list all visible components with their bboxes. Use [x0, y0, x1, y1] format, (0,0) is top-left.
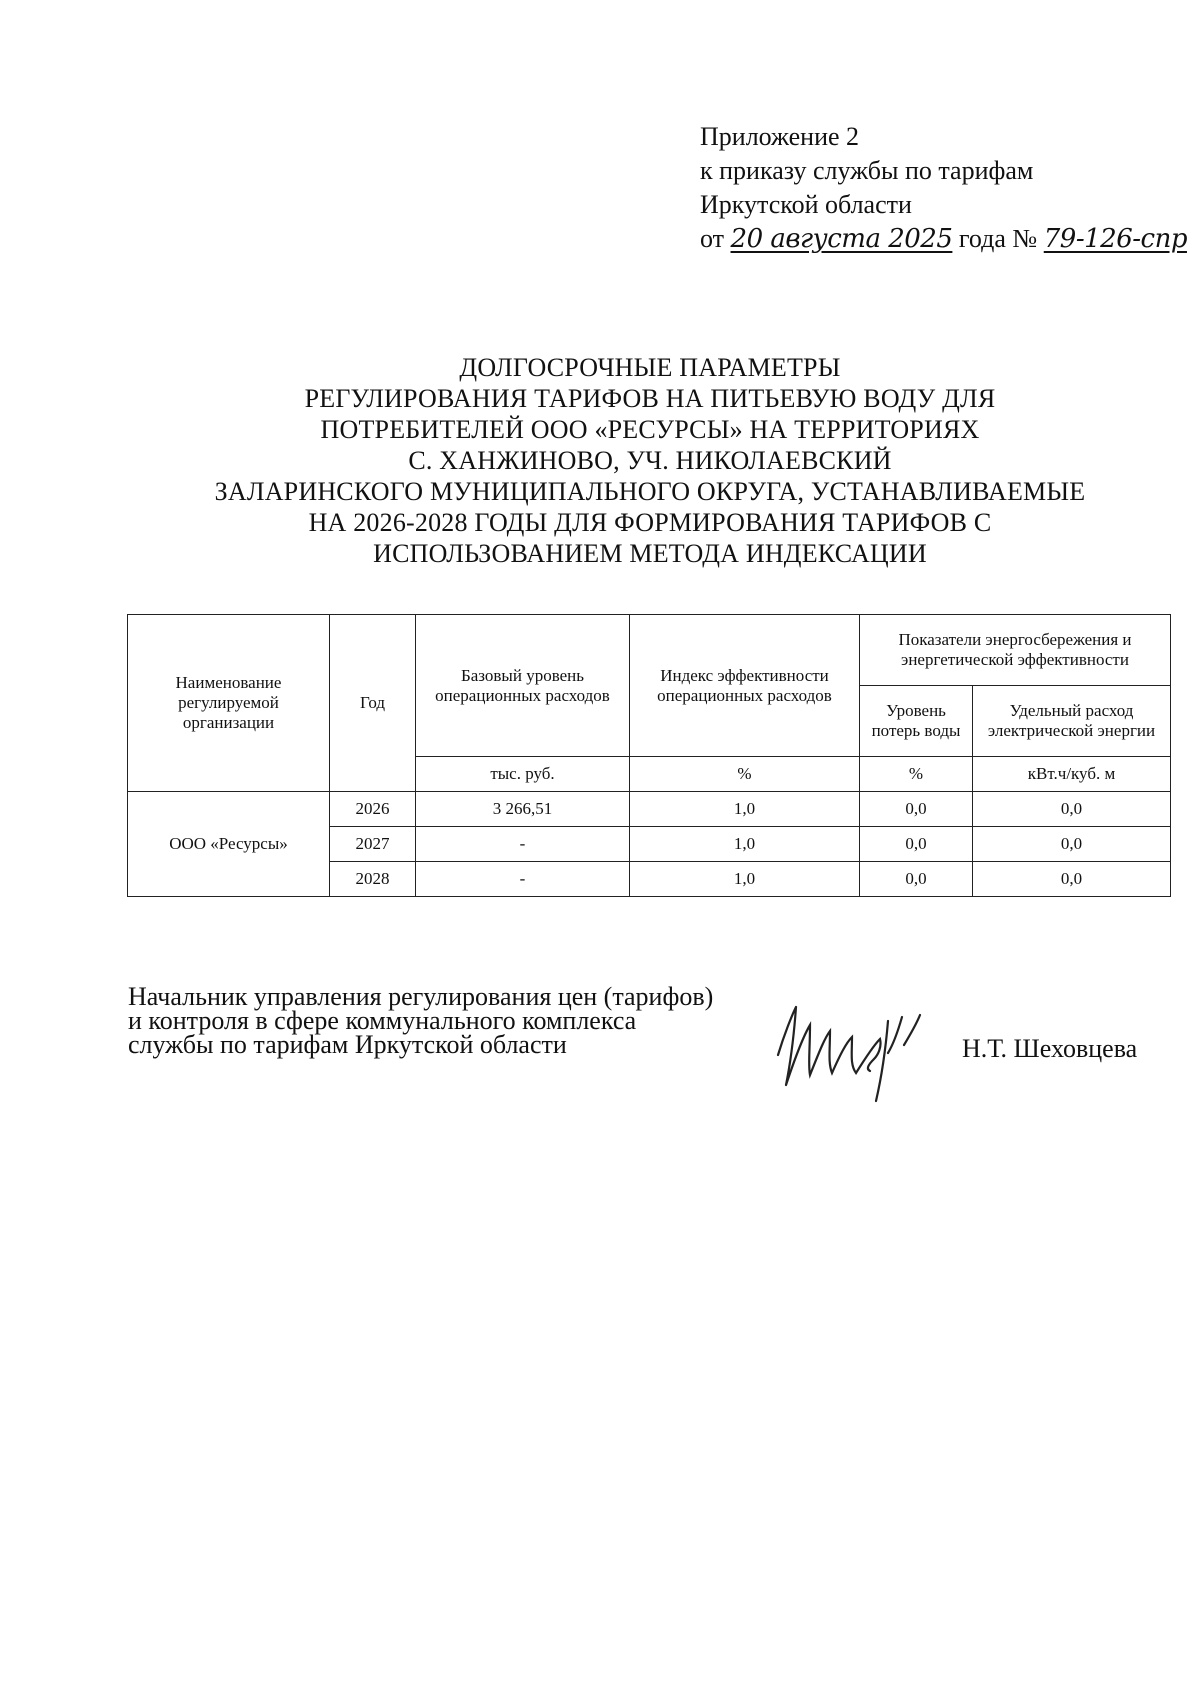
title-line: НА 2026-2028 ГОДЫ ДЛЯ ФОРМИРОВАНИЯ ТАРИФОВ С: [308, 508, 992, 537]
appendix-prefix: от: [700, 224, 725, 253]
cell-index: 1,0: [630, 827, 860, 862]
signature-line-2: и контроля в сфере коммунального комплекса: [128, 1006, 637, 1035]
title-line: С. ХАНЖИНОВО, УЧ. НИКОЛАЕВСКИЙ: [408, 446, 892, 475]
appendix-line-4: [700, 222, 1187, 256]
header-loss: Уровень потерь воды: [860, 686, 973, 757]
appendix-line-3: Иркутской области: [700, 190, 912, 219]
unit-base: тыс. руб.: [416, 757, 630, 792]
title-line: ЗАЛАРИНСКОГО МУНИЦИПАЛЬНОГО ОКРУГА, УСТАНАВЛИВАЕМЫЕ: [214, 477, 1086, 506]
signature-line-3: службы по тарифам Иркутской области: [128, 1030, 567, 1059]
title-line: ИСПОЛЬЗОВАНИЕМ МЕТОДА ИНДЕКСАЦИИ: [373, 539, 927, 568]
cell-year: 2027: [330, 827, 416, 862]
cell-base: -: [416, 862, 630, 897]
title-line: ДОЛГОСРОЧНЫЕ ПАРАМЕТРЫ: [459, 353, 841, 382]
header-index: Индекс эффективности операционных расходов: [630, 615, 860, 757]
title-line: ПОТРЕБИТЕЛЕЙ ООО «РЕСУРСЫ» НА ТЕРРИТОРИЯХ: [320, 415, 980, 444]
title-line: РЕГУЛИРОВАНИЯ ТАРИФОВ НА ПИТЬЕВУЮ ВОДУ ДЛЯ: [304, 384, 996, 413]
cell-power: 0,0: [973, 827, 1171, 862]
signature-block: [128, 982, 828, 1059]
header-energy-group: Показатели энергосбережения и энергетической эффективности: [860, 615, 1171, 686]
header-org: Наименование регулируемой организации: [128, 615, 330, 792]
cell-base: -: [416, 827, 630, 862]
cell-loss: 0,0: [860, 827, 973, 862]
unit-power: кВт.ч/куб. м: [973, 757, 1171, 792]
cell-year: 2026: [330, 792, 416, 827]
unit-loss: %: [860, 757, 973, 792]
unit-index: %: [630, 757, 860, 792]
appendix-middle: года №: [958, 224, 1038, 253]
parameters-table: [127, 614, 1171, 897]
header-power: Удельный расход электрической энергии: [973, 686, 1171, 757]
appendix-block: [700, 120, 1187, 256]
cell-index: 1,0: [630, 862, 860, 897]
cell-base: 3 266,51: [416, 792, 630, 827]
cell-power: 0,0: [973, 862, 1171, 897]
signatory-name: Н.Т. Шеховцева: [962, 1034, 1138, 1063]
appendix-line-2: к приказу службы по тарифам: [700, 156, 1034, 185]
table-header-row: [128, 615, 1171, 686]
appendix-line-1: Приложение 2: [700, 122, 860, 151]
cell-index: 1,0: [630, 792, 860, 827]
cell-organization: ООО «Ресурсы»: [128, 792, 330, 897]
table-row: [128, 792, 1171, 827]
appendix-date: 20 августа 2025: [730, 224, 953, 254]
cell-loss: 0,0: [860, 862, 973, 897]
header-year: Год: [330, 615, 416, 792]
signature-line-1: Начальник управления регулирования цен (тарифов): [128, 982, 714, 1011]
handwritten-signature-icon: [770, 995, 950, 1105]
cell-power: 0,0: [973, 792, 1171, 827]
appendix-number: 79-126-спр: [1043, 224, 1187, 254]
cell-year: 2028: [330, 862, 416, 897]
header-base: Базовый уровень операционных расходов: [416, 615, 630, 757]
document-title: [150, 352, 1150, 569]
cell-loss: 0,0: [860, 792, 973, 827]
